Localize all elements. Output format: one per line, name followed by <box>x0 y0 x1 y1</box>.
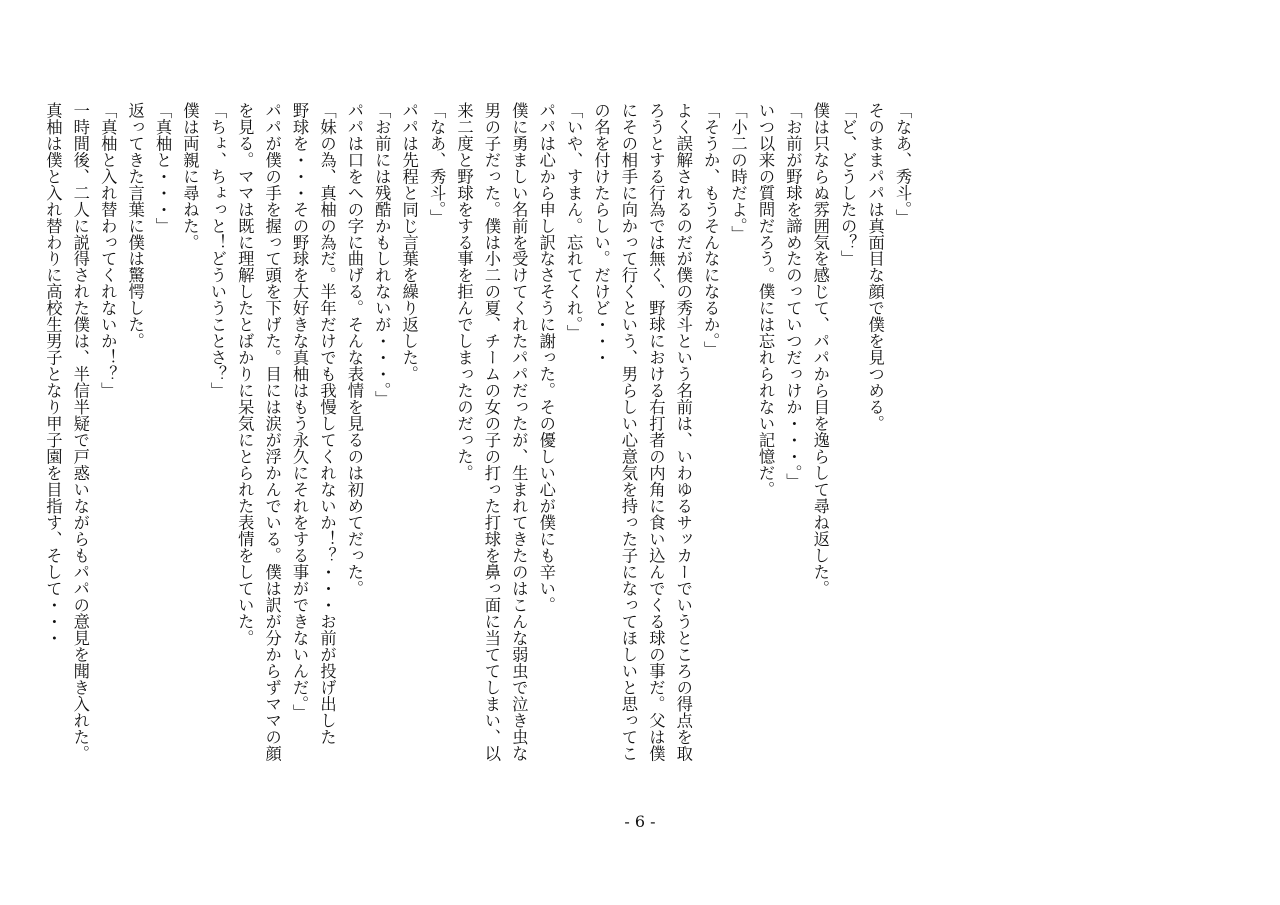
text-line: 「真柚と入れ替わってくれないか！？」 <box>98 102 118 399</box>
text-line: 野球を・・・その野球を大好きな真柚はもう永久にそれをする事ができないんだ。」 <box>290 102 310 721</box>
text-line: 一時間後、二人に説得された僕は、半信半疑で戸惑いながらもパパの意見を聞き入れた。 <box>70 102 90 762</box>
text-line: 「小二の時だよ。」 <box>728 102 748 243</box>
text-line: 「ど、どうしたの？」 <box>838 102 858 267</box>
text-line: 僕は只ならぬ雰囲気を感じて、パパから目を逸らして尋ね返した。 <box>810 102 830 597</box>
text-line: 僕は両親に尋ねた。 <box>180 102 200 251</box>
body-text <box>43 102 916 802</box>
text-line: パパが僕の手を握って頭を下げた。目には涙が浮かんでいる。僕は訳が分からずママの顔 <box>262 102 282 762</box>
text-line: 「なあ、秀斗。」 <box>427 102 447 226</box>
text-line: 「妹の為、真柚の為だ。半年だけでも我慢してくれないか！？・・・お前が投げ出した <box>317 102 337 746</box>
text-line: 「真柚と・・・」 <box>153 102 173 234</box>
text-line: パパは口をへの字に曲げる。そんな表情を見るのは初めてだった。 <box>344 102 364 597</box>
text-line: 真柚は僕と入れ替わりに高校生男子となり甲子園を目指す、そして・・・ <box>43 102 63 647</box>
text-line: よく誤解されるのだが僕の秀斗という名前は、いわゆるサッカーでいうところの得点を取 <box>673 102 693 762</box>
text-line: 男の子だった。僕は小二の夏、チームの女の子の打った打球を鼻っ面に当ててしまい、以 <box>481 102 501 762</box>
text-line: 「いや、すまん。忘れてくれ。」 <box>564 102 584 342</box>
text-line: そのままパパは真面目な顔で僕を見つめる。 <box>865 102 885 432</box>
text-line: を見る。ママは既に理解したとばかりに呆気にとられた表情をしていた。 <box>235 102 255 647</box>
text-line: 返ってきた言葉に僕は驚愕した。 <box>125 102 145 350</box>
text-line: の名を付けたらしい。だけど・・・ <box>591 102 611 366</box>
page-number: - 6 - <box>624 812 656 831</box>
text-line: パパは心から申し訳なさそうに謝った。その優しい心が僕にも辛い。 <box>536 102 556 614</box>
text-line: いつ以来の質問だろう。僕には忘れられない記憶だ。 <box>755 102 775 498</box>
text-line: 僕に勇ましい名前を受けてくれたパパだったが、生まれてきたのはこんな弱虫で泣き虫な <box>509 102 529 762</box>
text-line: 「そうか、もうそんなになるか。」 <box>701 102 721 358</box>
text-line: 「お前が野球を諦めたのっていつだっけか・・・。」 <box>783 102 803 490</box>
text-line: にその相手に向かって行くという、男らしい心意気を持った子になってほしいと思ってこ <box>618 102 638 762</box>
text-line: 「お前には残酷かもしれないが・・・。」 <box>372 102 392 408</box>
text-line: 「ちょ、ちょっと！どういうことさ？」 <box>207 102 227 399</box>
text-line: パパは先程と同じ言葉を繰り返した。 <box>399 102 419 383</box>
text-line: ろうとする行為では無く、野球における右打者の内角に食い込んでくる球の事だ。父は僕 <box>646 102 666 762</box>
text-line: 「なあ、秀斗。」 <box>893 102 912 226</box>
text-line: 来二度と野球をする事を拒んでしまったのだった。 <box>454 102 474 482</box>
